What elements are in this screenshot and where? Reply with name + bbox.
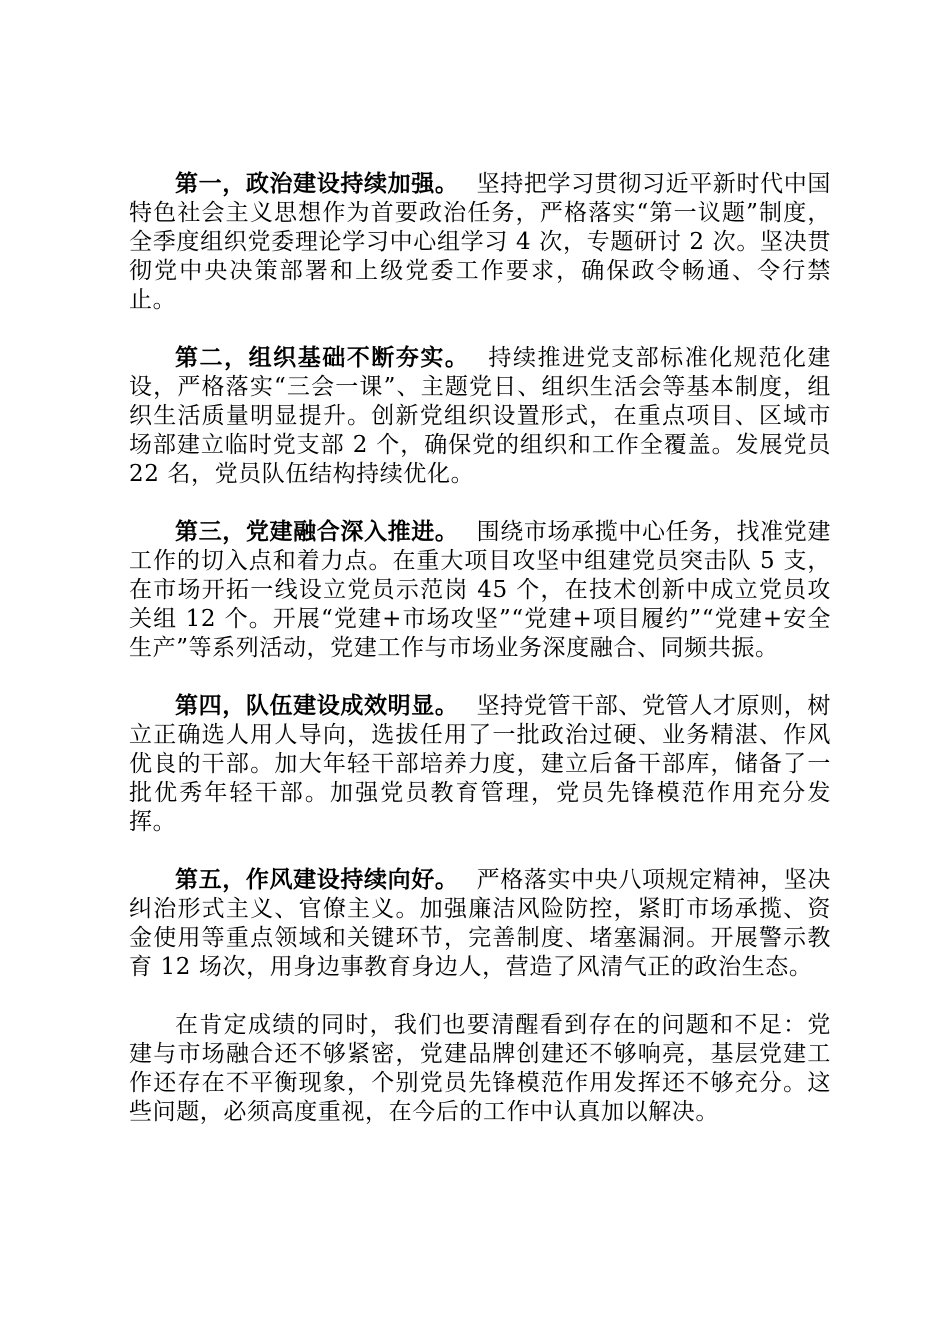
paragraph-party-integration	[129, 518, 831, 663]
paragraph-problems: 在肯定成绩的同时，我们也要清醒看到存在的问题和不足：党建与市场融合还不够紧密，党建品牌创建还不够响亮，基层党建工作还存在不平衡现象，个别党员先锋模范作用发挥还不够充分。这些问题，必须高度重视，在今后的工作中认真加以解决。	[129, 1012, 831, 1125]
paragraph-work-style	[129, 866, 831, 982]
paragraph-organization-foundation	[129, 344, 831, 489]
paragraph-heading: 第一，政治建设持续加强。	[175, 171, 459, 197]
document-body	[129, 170, 831, 1156]
paragraph-text: 围绕市场承揽中心任务，找准党建工作的切入点和着力点。在重大项目攻坚中组建党员突击队 5 支，在市场开拓一线设立党员示范岗 45 个，在技术创新中成立党员攻关组 12 个。开展“党建+市场攻坚”“党建+项目履约”“党建+安全生产”等系列活动，党建工作与市场业务深度融合、同频共振。	[129, 519, 832, 661]
paragraph-political-building	[129, 170, 831, 315]
paragraph-heading: 第四，队伍建设成效明显。	[175, 693, 459, 719]
paragraph-text: 坚持把学习贯彻习近平新时代中国特色社会主义思想作为首要政治任务，严格落实“第一议题”制度，全季度组织党委理论学习中心组学习 4 次，专题研讨 2 次。坚决贯彻党中央决策部署和上级党委工作要求，确保政令畅通、令行禁止。	[129, 171, 832, 313]
paragraph-text: 严格落实中央八项规定精神，坚决纠治形式主义、官僚主义。加强廉洁风险防控，紧盯市场承揽、资金使用等重点领域和关键环节，完善制度、堵塞漏洞。开展警示教育 12 场次，用身边事教育身边人，营造了风清气正的政治生态。	[129, 867, 832, 980]
paragraph-team-building	[129, 692, 831, 837]
paragraph-heading: 第三，党建融合深入推进。	[175, 519, 459, 545]
paragraph-heading: 第二，组织基础不断夯实。	[175, 345, 470, 371]
paragraph-text: 坚持党管干部、党管人才原则，树立正确选人用人导向，选拔任用了一批政治过硬、业务精湛、作风优良的干部。加大年轻干部培养力度，建立后备干部库，储备了一批优秀年轻干部。加强党员教育管理，党员先锋模范作用充分发挥。	[129, 693, 832, 835]
paragraph-text: 持续推进党支部标准化规范化建设，严格落实“三会一课”、主题党日、组织生活会等基本制度，组织生活质量明显提升。创新党组织设置形式，在重点项目、区域市场部建立临时党支部 2 个，确保党的组织和工作全覆盖。发展党员 22 名，党员队伍结构持续优化。	[129, 345, 832, 487]
paragraph-heading: 第五，作风建设持续向好。	[175, 867, 459, 893]
